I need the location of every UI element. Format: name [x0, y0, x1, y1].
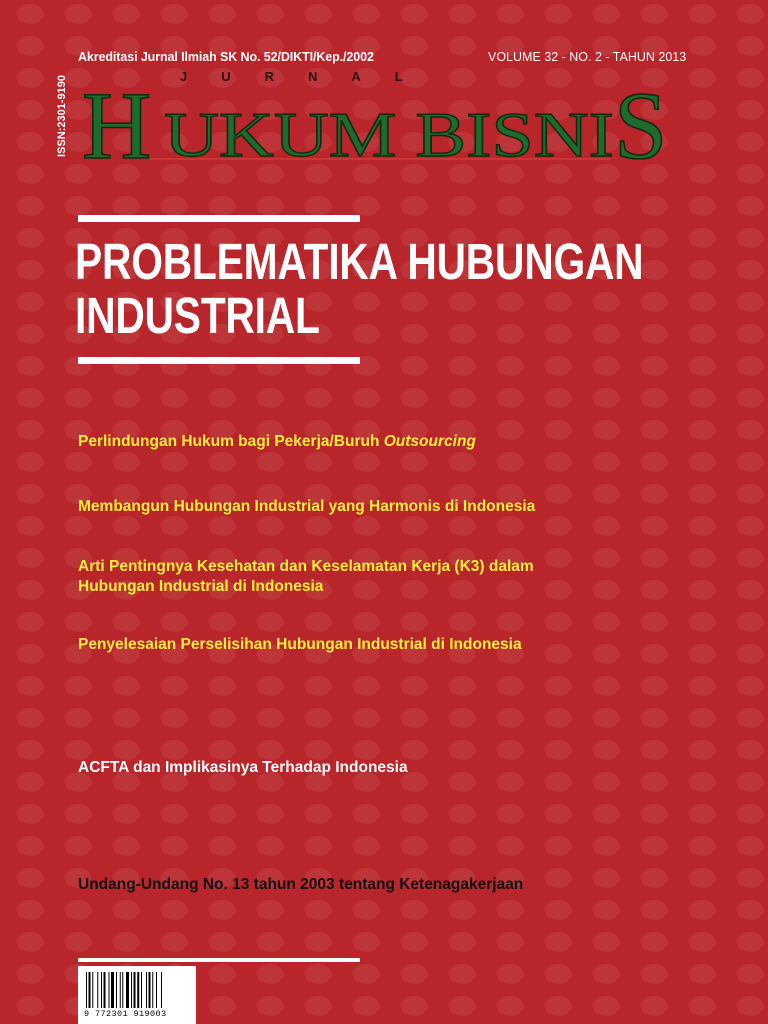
volume-issue-text: VOLUME 32 - NO. 2 - TAHUN 2013 [488, 50, 687, 64]
article-2: Membangun Hubungan Industrial yang Harmonis di Indonesia [78, 498, 536, 515]
barcode-bar [89, 972, 91, 1008]
barcode-bar [134, 972, 136, 1008]
barcode-bar [116, 972, 117, 1008]
article-3-line2: Hubungan Industrial di Indonesia [78, 578, 324, 595]
barcode-bar [126, 972, 129, 1008]
barcode-bar [146, 972, 147, 1008]
barcode-bar [97, 972, 98, 1008]
masthead-h-glyph: H [82, 72, 152, 172]
barcode-bar [104, 972, 106, 1008]
barcode-bar [86, 972, 87, 1008]
divider-top [78, 215, 360, 222]
barcode-bar [152, 972, 153, 1008]
article-6: Undang-Undang No. 13 tahun 2003 tentang Ketenagakerjaan [78, 876, 524, 893]
barcode-bar [120, 972, 121, 1008]
barcode-bar [131, 972, 132, 1008]
barcode-bar [161, 972, 162, 1008]
accreditation-text: Akreditasi Jurnal Ilmiah SK No. 52/DIKTI/Kep./2002 [78, 50, 374, 64]
barcode-bar [122, 972, 123, 1008]
barcode-bars-icon [86, 972, 188, 1008]
barcode-bar [137, 972, 139, 1008]
masthead-kicker: JURNAL [180, 69, 437, 84]
barcode-bar [109, 972, 110, 1008]
barcode-bar [156, 972, 157, 1008]
divider-barcode [78, 958, 360, 962]
article-4: Penyelesaian Perselisihan Hubungan Industrial di Indonesia [78, 636, 522, 653]
barcode-bar [111, 972, 114, 1008]
theme-title-line1: PROBLEMATIKA HUBUNGAN [75, 233, 644, 290]
masthead-s-glyph: S [614, 72, 668, 172]
theme-title-line2: INDUSTRIAL [75, 287, 320, 344]
masthead-middle-glyphs: UKUM BISNI [164, 99, 614, 170]
article-1-italic: Outsourcing [383, 433, 476, 450]
issn-text: ISSN:2301-9190 [56, 75, 68, 157]
barcode-bar [141, 972, 142, 1008]
barcode-bar [149, 972, 151, 1008]
barcode [78, 966, 196, 1024]
article-3 [78, 557, 534, 597]
article-3-line1: Arti Pentingnya Kesehatan dan Keselamatan Kerja (K3) dalam [78, 558, 534, 575]
barcode-bar [101, 972, 102, 1008]
barcode-number: 9 772301 919003 [84, 1009, 167, 1019]
article-1 [78, 432, 476, 452]
article-5: ACFTA dan Implikasinya Terhadap Indonesia [78, 759, 408, 776]
article-1-text: Perlindungan Hukum bagi Pekerja/Buruh [78, 433, 384, 450]
barcode-bar [92, 972, 93, 1008]
divider-bottom [78, 357, 360, 364]
